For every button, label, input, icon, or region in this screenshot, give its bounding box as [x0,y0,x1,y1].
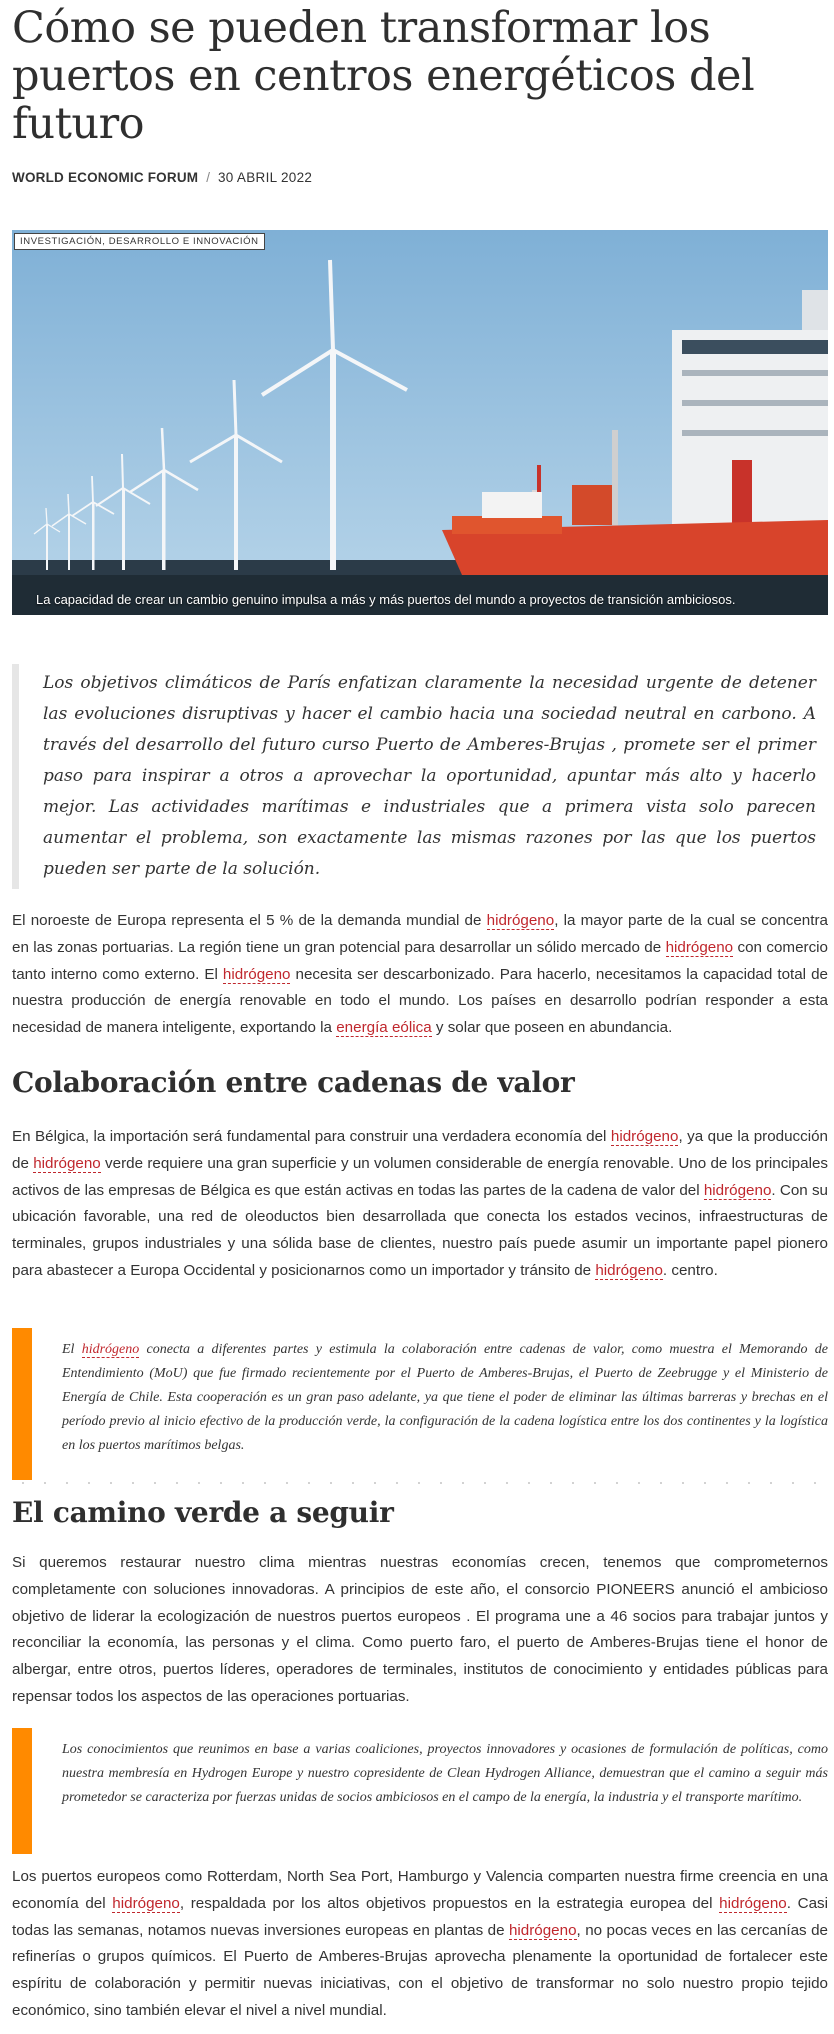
article-title: Cómo se pueden transformar los puertos en centros energéticos del futuro [12,3,755,149]
keyword-link[interactable]: energía eólica [336,1019,432,1037]
section-heading-green-path: El camino verde a seguir [12,1496,394,1529]
image-caption: La capacidad de crear un cambio genuino impulsa a más y más puertos del mundo a proyectos de transición ambiciosos. [36,592,736,607]
keyword-link[interactable]: hidrógeno [610,1128,679,1145]
byline [12,170,828,185]
lead-quote: Los objetivos climáticos de París enfatizan claramente la necesidad urgente de detener las evoluciones disruptivas y hacer el cambio hacia una sociedad neutral en carbono. A través del desarrollo del futuro curso Puerto de Amberes-Brujas , promete ser el primer paso para inspirar a otros a aprovechar la oportunidad, apuntar más alto y hacerlo mejor. Las actividades marítimas e industriales que a primera vista solo parecen aumentar el problema, son exactamente las mismas razones por las que los puertos pueden ser parte de la solución. [12,664,816,889]
paragraph-3: Si queremos restaurar nuestro clima mientras nuestras economías crecen, tenemos que comprometernos completamente con soluciones innovadoras. A principios de este año, el consorcio PIONEERS anunció el ambicioso objetivo de liderar la ecologización de nuestros puertos europeos . El programa une a 46 socios para trabajar juntos y reconciliar la economía, las personas y el clima. Como puerto faro, el puerto de Amberes-Brujas tiene el honor de albergar, entre otros, puertos líderes, operadores de terminales, institutos de conocimiento y entidades públicas para repensar todos los aspectos de las operaciones portuarias. [12,1554,828,1705]
keyword-link[interactable]: hidrógeno [719,1894,787,1912]
pull-quote-1: El hidrógeno conecta a diferentes partes y estimula la colaboración entre cadenas de valor, como muestra el Memorando de Entendimiento (MoU) que fue firmado recientemente por el Puerto de Amberes-Brujas, el Puerto de Zeebrugge y el Ministerio de Energía de Chile. Esta cooperación es un gran paso adelante, ya que tiene el poder de eliminar las últimas barreras y brechas en el período previo al inicio efectivo de la producción verde, la configuración de la cadena logística entre los dos continentes y la logística en los puertos marítimos belgas. [12,1328,828,1480]
keyword-link[interactable]: hidrógeno [33,1154,101,1172]
keyword-link[interactable]: hidrógeno [222,965,291,983]
keyword-link[interactable]: hidrógeno [703,1181,772,1199]
paragraph-2: En Bélgica, la importación será fundamental para construir una verdadera economía del hidrógeno, ya que la producción de hidrógeno verde requiere una gran superficie y un volumen considerable de energía renovable. Uno de los principales activos de las empresas de Bélgica es que están activas en todas las partes de la cadena de valor del hidrógeno. Con su ubicación favorable, una red de oleoductos bien desarrollada que conecta los estados vecinos, infraestructuras de terminales, grupos industriales y una sólida base de clientes, nuestro país puede asumir un importante papel pionero para abastecer a Europa Occidental y posicionarnos como un importador y tránsito de hidrógeno. centro. [12,1128,829,1279]
pull-quote-2: Los conocimientos que reunimos en base a varias coaliciones, proyectos innovadores y ocasiones de formulación de políticas, como nuestra membresía en Hydrogen Europe y nuestro copresidente de Clean Hydrogen Alliance, demuestran que el camino a seguir más prometedor se caracteriza por fuerzas unidas de socios ambiciosos en el campo de la energía, la industria y el transporte marítimo. [12,1728,828,1854]
divider [12,1482,828,1484]
hero-photo [12,230,828,615]
keyword-link[interactable]: hidrógeno [665,938,734,956]
byline-separator: / [206,170,210,185]
paragraph-1: El noroeste de Europa representa el 5 % de la demanda mundial de hidrógeno, la mayor parte de la cual se concentra en las zonas portuarias. La región tiene un gran potencial para desarrollar un sólido mercado de hidrógeno con comercio tanto interno como externo. El hidrógeno necesita ser descarbonizado. Para hacerlo, necesitamos la capacidad total de nuestra producción de energía renovable en todo el mundo. Los países en desarrollo podrían responder a esta necesidad de manera inteligente, exportando la energía eólica y solar que poseen en abundancia. [12,912,828,1037]
keyword-link[interactable]: hidrógeno [508,1921,577,1939]
keyword-link[interactable]: hidrógeno [486,912,555,929]
paragraph-4: Los puertos europeos como Rotterdam, North Sea Port, Hamburgo y Valencia comparten nuestra firme creencia en una economía del hidrógeno, respaldada por los altos objetivos propuestos en la estrategia europea del hidrógeno. Casi todas las semanas, notamos nuevas inversiones europeas en plantas de hidrógeno, no pocas veces en las cercanías de refinerías o grupos químicos. El Puerto de Amberes-Brujas aprovecha plenamente la oportunidad de fortalecer este espíritu de colaboración y permitir nuevas iniciativas, con el objetivo de transformar no solo nuestro propio tejido económico, sino también elevar el nivel a nivel mundial. [12,1868,829,2019]
keyword-link[interactable]: hidrógeno [81,1342,140,1357]
publish-date: 30 ABRIL 2022 [218,170,313,185]
section-heading-collaboration: Colaboración entre cadenas de valor [12,1066,575,1099]
keyword-link[interactable]: hidrógeno [112,1894,180,1912]
category-tag[interactable]: INVESTIGACIÓN, DESARROLLO E INNOVACIÓN [14,233,265,250]
keyword-link[interactable]: hidrógeno [595,1261,663,1279]
article [12,0,829,2019]
hero-image [12,230,828,615]
author-link[interactable]: WORLD ECONOMIC FORUM [12,170,199,185]
